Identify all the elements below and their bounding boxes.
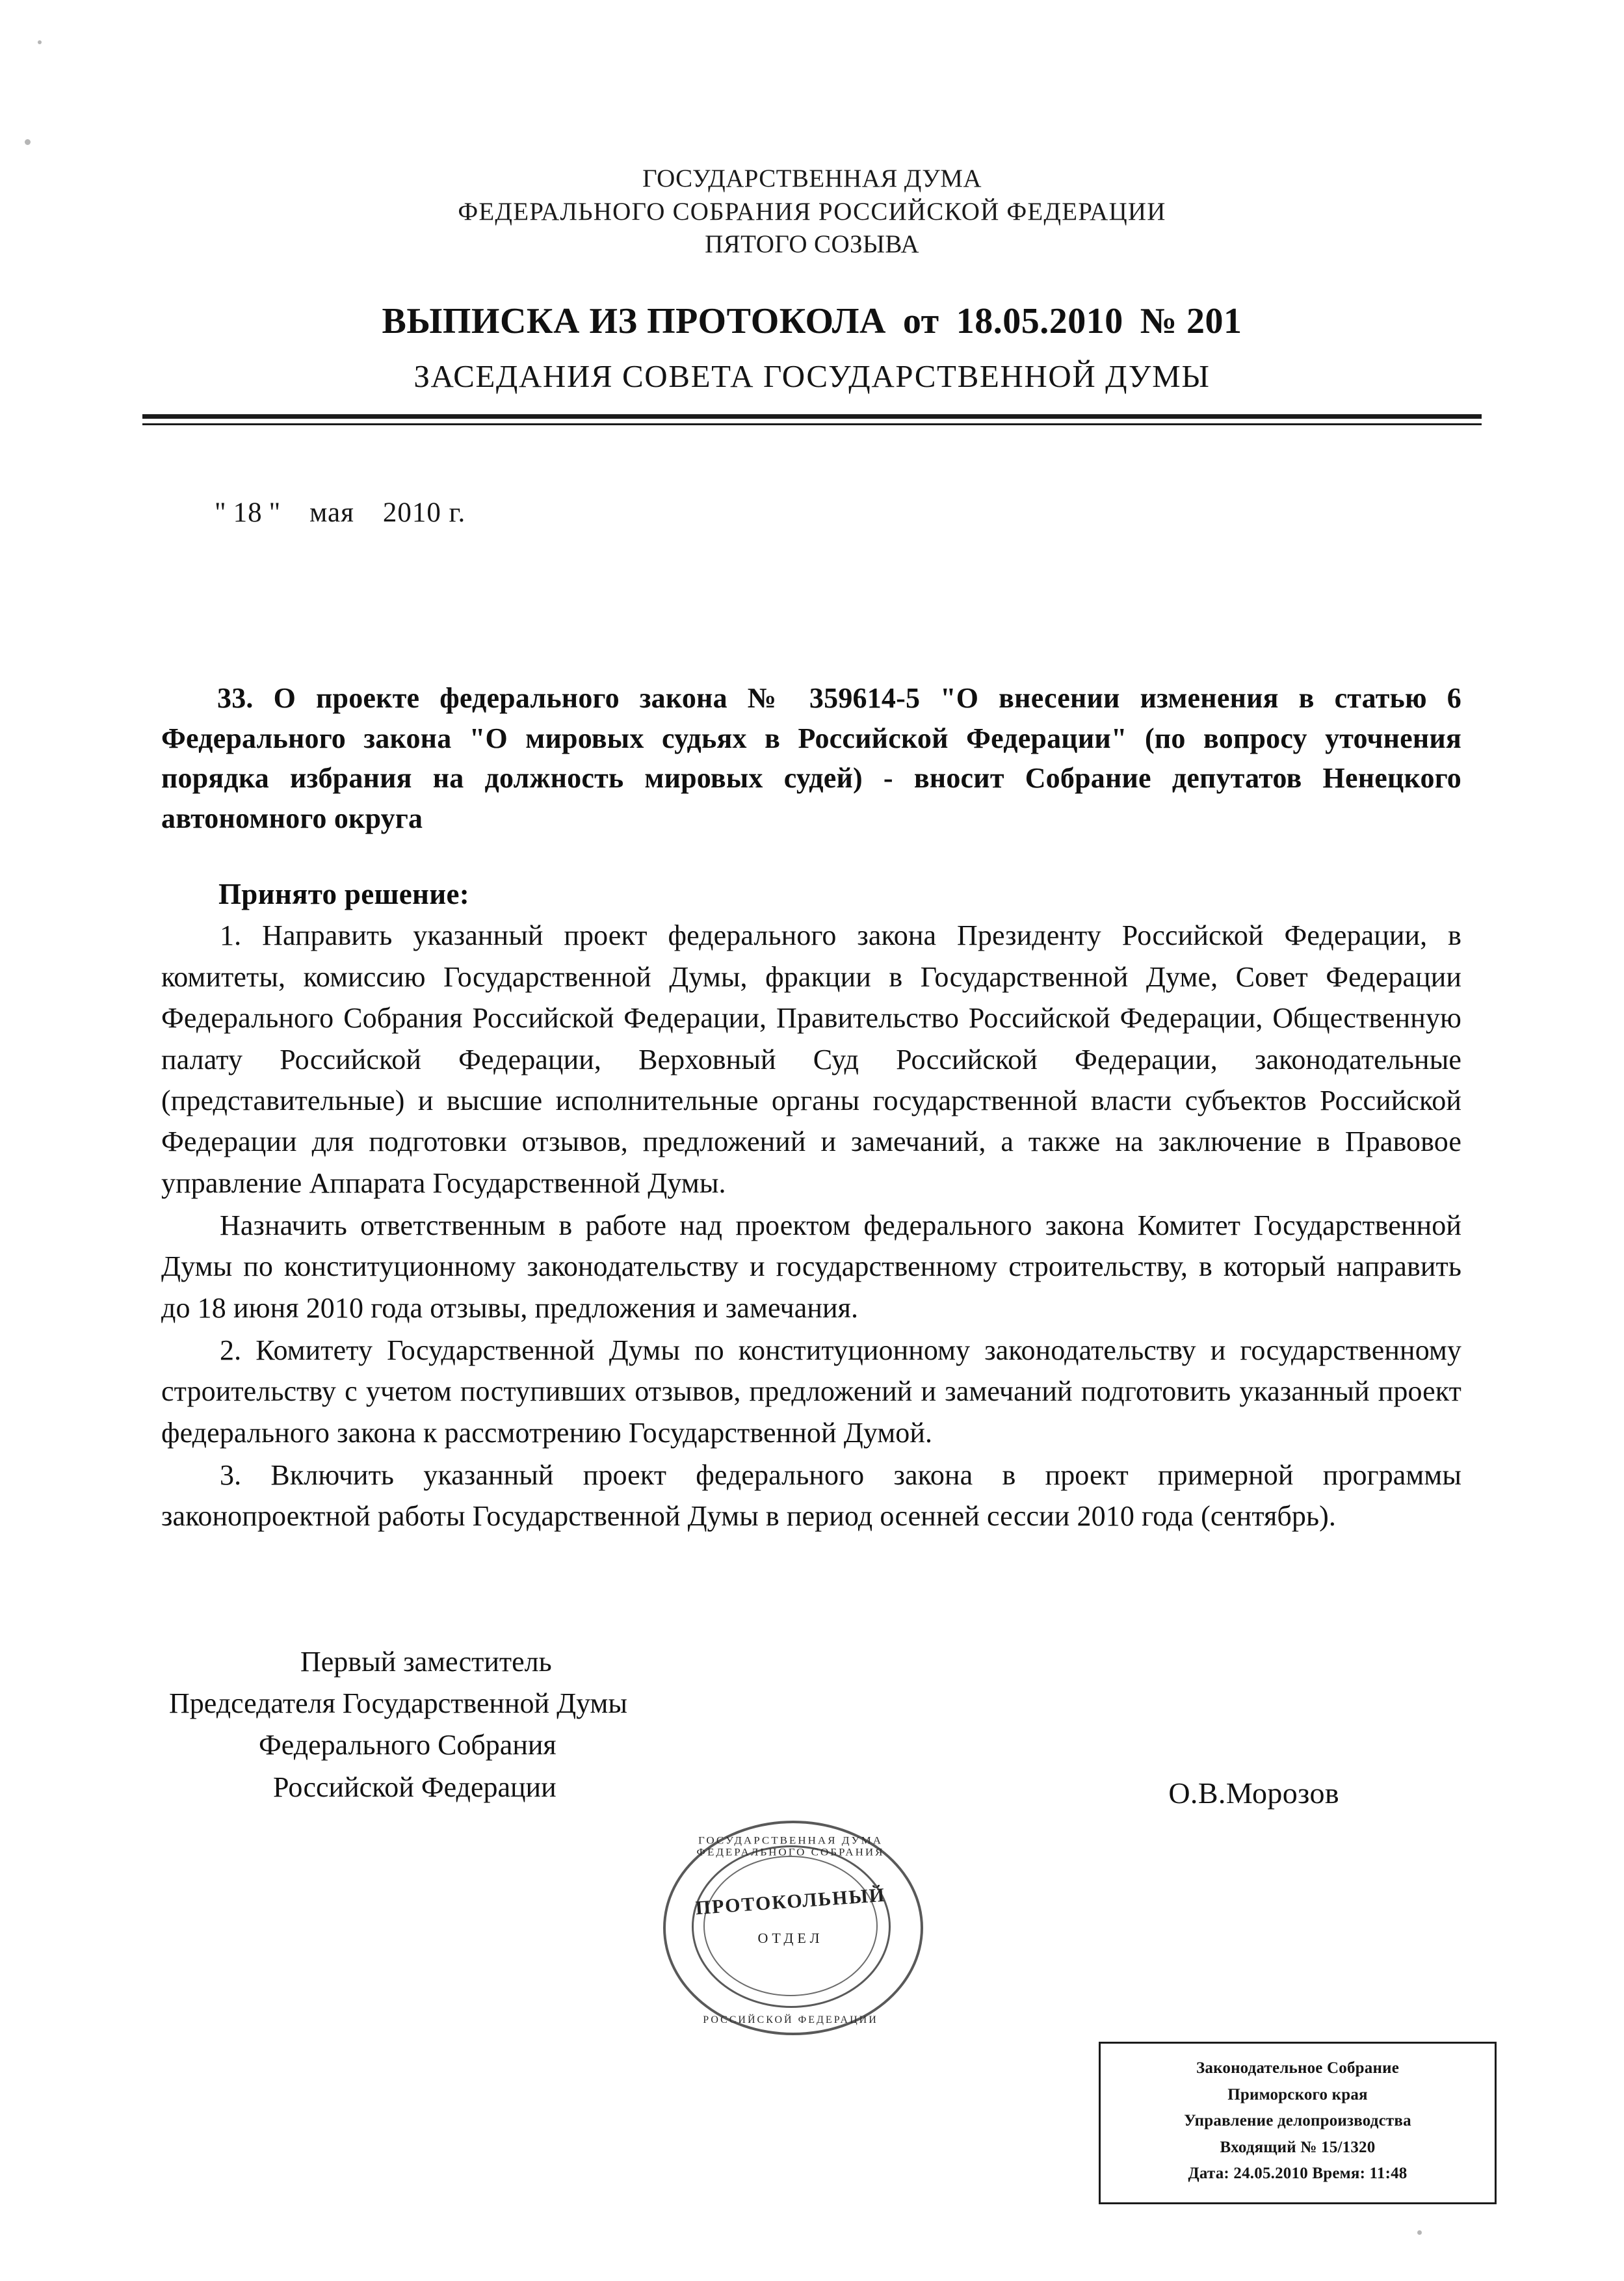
agenda-item: [161, 678, 1461, 838]
header-line-2: ФЕДЕРАЛЬНОГО СОБРАНИЯ РОССИЙСКОЙ ФЕДЕРАЦИИ: [458, 197, 1166, 226]
incoming-stamp-line-2: Приморского края: [1227, 2085, 1368, 2103]
divider-thick-line: [142, 414, 1482, 419]
stamp-center-line-2: ОТДЕЛ: [757, 1930, 824, 1946]
document-subtitle: ЗАСЕДАНИЯ СОВЕТА ГОСУДАРСТВЕННОЙ ДУМЫ: [413, 358, 1211, 395]
signatory-name: О.В.Морозов: [1168, 1776, 1339, 1810]
signature-line-1: Первый заместитель: [300, 1645, 552, 1678]
date-line: [215, 497, 1624, 529]
title-main-from: от: [902, 301, 939, 342]
document-title: [0, 300, 1624, 342]
divider-thin-line: [142, 423, 1482, 425]
title-main-prefix: ВЫПИСКА ИЗ ПРОТОКОЛА: [382, 301, 886, 342]
stamp-center-line-1: ПРОТОКОЛЬНЫЙ: [694, 1884, 887, 1919]
decision-heading: [161, 877, 1624, 911]
date-quote-open: ": [215, 497, 227, 529]
incoming-stamp-line-1: Законодательное Собрание: [1196, 2059, 1399, 2077]
date-year: 2010 г.: [382, 497, 466, 529]
title-main-number: № 201: [1140, 301, 1242, 342]
incoming-stamp-line-4: Входящий № 15/1320: [1220, 2138, 1376, 2156]
incoming-stamp-line-3: Управление делопроизводства: [1184, 2112, 1411, 2129]
incoming-stamp-line-5: Дата: 24.05.2010 Время: 11:48: [1188, 2165, 1408, 2182]
decision-heading-text: Принято решение:: [218, 878, 470, 911]
agenda-item-number: 33.: [217, 682, 254, 715]
decision-paragraph-3: [161, 1330, 1461, 1453]
stamp-outer-ring: [663, 1821, 923, 2035]
stamp-arc-top-text: ГОСУДАРСТВЕННАЯ ДУМА ФЕДЕРАЛЬНОГО СОБРАНИЯ: [696, 1835, 885, 1858]
paragraph-text: 3. Включить указанный проект федерального закона в проект примерной программы законопроектной работы Государственной Думы в период осенней сессии 2010 года (сентябрь).: [161, 1459, 1461, 1533]
official-round-stamp: [663, 1821, 923, 2035]
decision-paragraph-4: [161, 1455, 1461, 1537]
organization-header: [0, 163, 1624, 261]
title-main-date: 18.05.2010: [956, 301, 1123, 342]
header-line-1: ГОСУДАРСТВЕННАЯ ДУМА: [642, 165, 982, 192]
paragraph-text: Назначить ответственным в работе над проектом федерального закона Комитет Государственной Думы по конституционному законодательству и государственному строительству, в который направить до 18 июня 2010 года отзывы, предложения и замечания.: [161, 1209, 1461, 1324]
date-day: 18: [233, 497, 263, 529]
paragraph-text: 2. Комитету Государственной Думы по конституционному законодательству и государственному строительству с учетом поступивших отзывов, предложений и замечаний подготовить указанный проект федерального закона к рассмотрению Государственной Думой.: [161, 1334, 1461, 1449]
signature-line-2: Председателя Государственной Думы: [169, 1687, 627, 1720]
incoming-registration-stamp: [1099, 2042, 1497, 2204]
decision-paragraph-2: [161, 1205, 1461, 1328]
scan-speck: [1417, 2230, 1422, 2235]
decision-paragraph-1: [161, 915, 1461, 1204]
signature-block: [163, 1641, 1398, 1808]
stamp-inner-ring: [692, 1845, 891, 2008]
title-divider: [142, 414, 1482, 425]
agenda-item-text: О проекте федерального закона № 359614-5 "О внесении изменения в статью 6 Федерального закона "О мировых судьях в Российской Федерации" (по вопросу уточнения порядка избрания на должность мировых судей) - вносит Собрание депутатов Ненецкого автономного округа: [161, 682, 1461, 834]
stamp-inner-ring-2: [703, 1856, 878, 1996]
date-month: мая: [309, 497, 354, 529]
signature-line-4: Российской Федерации: [273, 1771, 557, 1803]
paragraph-text: 1. Направить указанный проект федерального закона Президенту Российской Федерации, в комитеты, комиссию Государственной Думы, фракции в Государственной Думе, Совет Федерации Федерального Собрания Российской Федерации, Правительство Российской Федерации, Общественную палату Российской Федерации, Верховный Суд Российской Федерации, законодательные (представительные) и высшие исполнительные органы государственной власти субъектов Российской Федерации для подготовки отзывов, предложений и замечаний, а также на заключение в Правовое управление Аппарата Государственной Думы.: [161, 919, 1461, 1199]
date-quote-close: ": [268, 497, 282, 529]
signature-line-3: Федерального Собрания: [259, 1729, 557, 1761]
stamp-arc-bottom-text: РОССИЙСКОЙ ФЕДЕРАЦИИ: [703, 2014, 878, 2025]
header-line-3: ПЯТОГО СОЗЫВА: [705, 230, 919, 259]
